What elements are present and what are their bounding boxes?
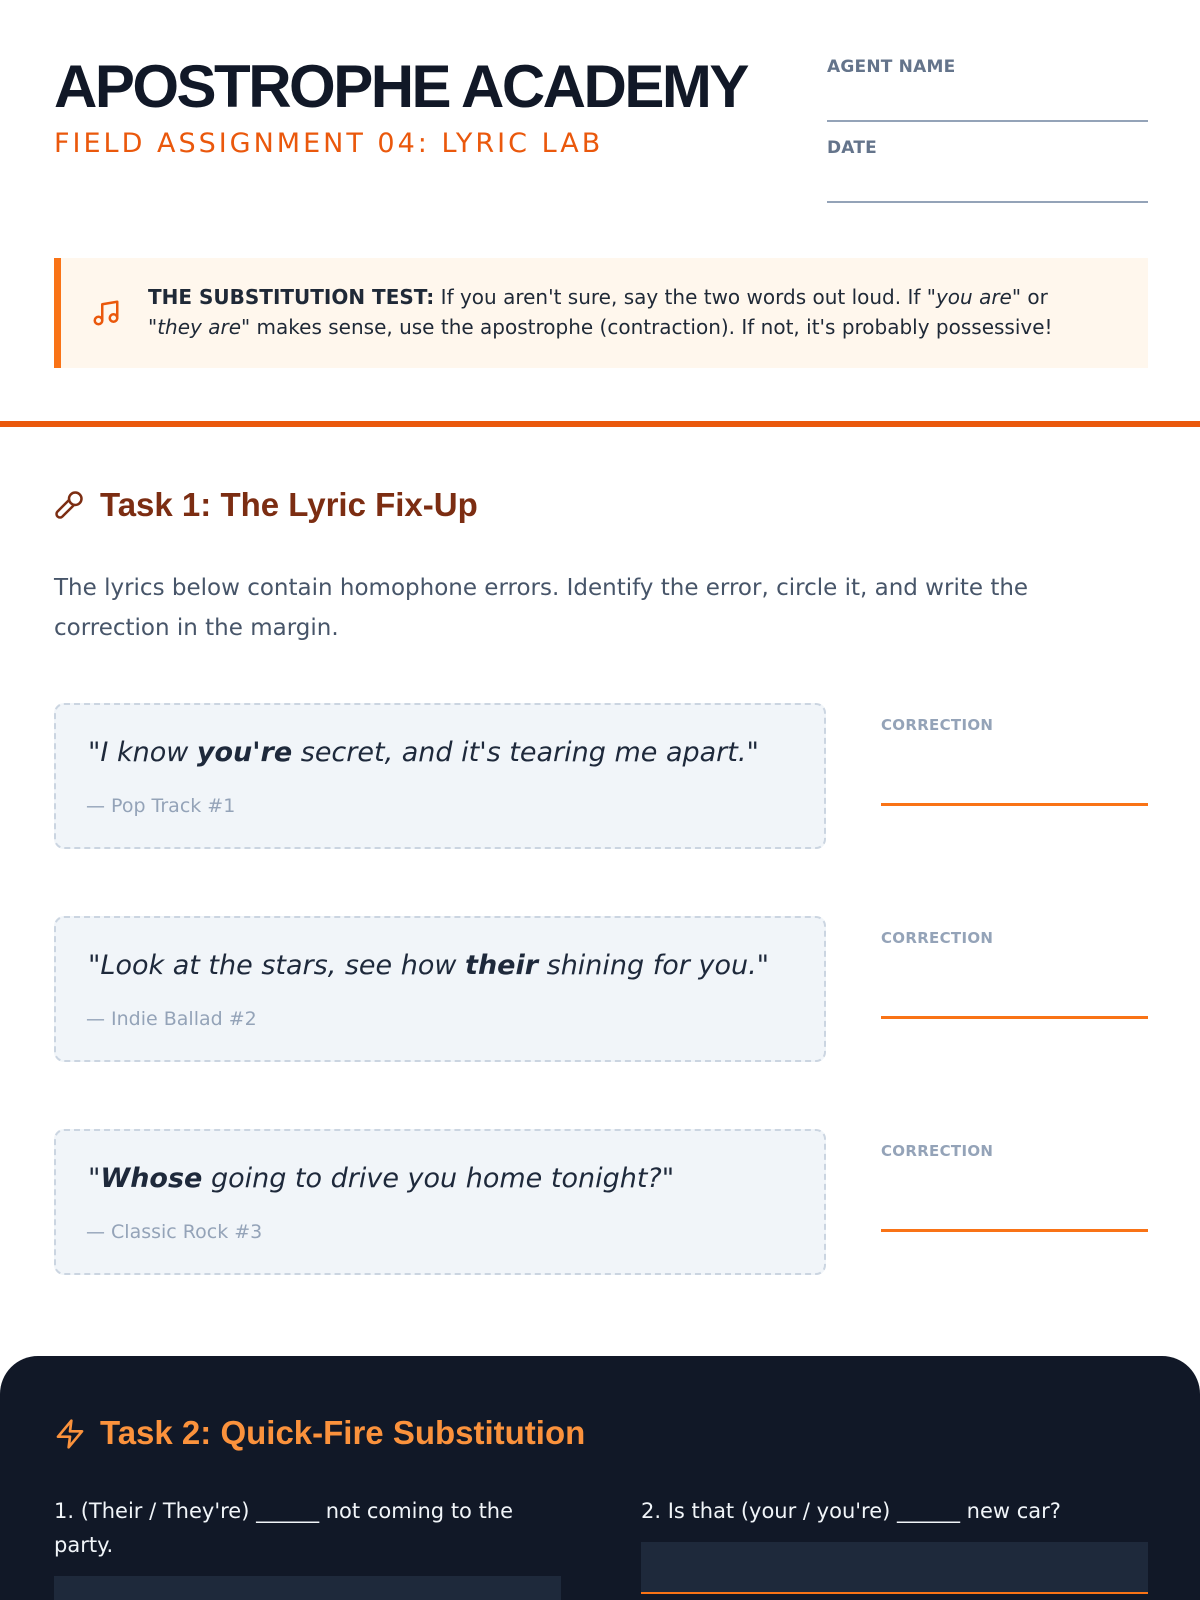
- lyric-source: — Classic Rock #3: [86, 1221, 263, 1243]
- tip-text: [148, 282, 1088, 342]
- correction-field[interactable]: [881, 716, 1148, 816]
- correction-label: CORRECTION: [881, 929, 994, 947]
- correction-field[interactable]: [881, 1142, 1148, 1242]
- lyric-text: [88, 737, 759, 768]
- music-note-icon: [91, 298, 121, 328]
- task2-title: Task 2: Quick-Fire Substitution: [100, 1414, 586, 1451]
- worksheet-header: [54, 53, 1148, 216]
- tip-text-part: or: [1021, 285, 1048, 309]
- question-1: 1. (Their / They're) ______ not coming to the party.: [54, 1499, 514, 1557]
- lightning-icon: [54, 1417, 86, 1451]
- lyric-text: [88, 950, 769, 981]
- agent-name-line[interactable]: [827, 120, 1148, 122]
- correction-line[interactable]: [881, 803, 1148, 806]
- microphone-icon: [54, 490, 84, 520]
- agent-name-label: AGENT NAME: [827, 57, 956, 77]
- question-2: 2. Is that (your / you're) ______ new car?: [641, 1499, 1061, 1523]
- lyric-part: "I know: [88, 737, 197, 768]
- lyric-source: — Indie Ballad #2: [86, 1008, 257, 1030]
- lyric-part: shining for you.": [538, 950, 770, 981]
- substitution-tip-box: [54, 258, 1148, 368]
- task2-panel: [0, 1356, 1200, 1600]
- lyric-part: going to drive you home tonight?": [202, 1163, 675, 1194]
- tip-text-part: makes sense, use the apostrophe (contraction). If not, it's probably possessive!: [250, 315, 1053, 339]
- lyric-text: [88, 1163, 674, 1194]
- answer-field-1[interactable]: [54, 1576, 561, 1600]
- lyric-card: [54, 916, 826, 1062]
- correction-line[interactable]: [881, 1016, 1148, 1019]
- date-line[interactable]: [827, 201, 1148, 203]
- lyric-card: [54, 703, 826, 849]
- tip-lead: THE SUBSTITUTION TEST:: [148, 285, 435, 309]
- section-divider: [0, 421, 1200, 427]
- tip-emphasis: "they are": [148, 315, 251, 339]
- date-field[interactable]: [827, 138, 1148, 204]
- lyric-part: secret, and it's tearing me apart.": [292, 737, 759, 768]
- correction-label: CORRECTION: [881, 716, 994, 734]
- assignment-subtitle: FIELD ASSIGNMENT 04: LYRIC LAB: [54, 128, 604, 159]
- lyric-error-word[interactable]: Whose: [100, 1163, 203, 1194]
- lyric-card: [54, 1129, 826, 1275]
- correction-field[interactable]: [881, 929, 1148, 1029]
- answer-field-2[interactable]: [641, 1542, 1148, 1594]
- tip-emphasis: "you are": [926, 285, 1022, 309]
- lyric-error-word[interactable]: you're: [196, 737, 293, 768]
- correction-label: CORRECTION: [881, 1142, 994, 1160]
- task1-title: Task 1: The Lyric Fix-Up: [100, 486, 478, 523]
- lyric-part: "Look at the stars, see how: [88, 950, 466, 981]
- lyric-source: — Pop Track #1: [86, 795, 236, 817]
- lyric-part: ": [88, 1163, 101, 1194]
- correction-line[interactable]: [881, 1229, 1148, 1232]
- page-title: APOSTROPHE ACADEMY: [54, 53, 747, 120]
- lyric-error-word[interactable]: their: [465, 950, 539, 981]
- agent-name-field[interactable]: [827, 57, 1148, 123]
- task1-description: The lyrics below contain homophone errors. Identify the error, circle it, and write the correction in the margin.: [54, 575, 1029, 641]
- date-label: DATE: [827, 138, 877, 158]
- tip-text-part: If you aren't sure, say the two words out loud. If: [434, 285, 927, 309]
